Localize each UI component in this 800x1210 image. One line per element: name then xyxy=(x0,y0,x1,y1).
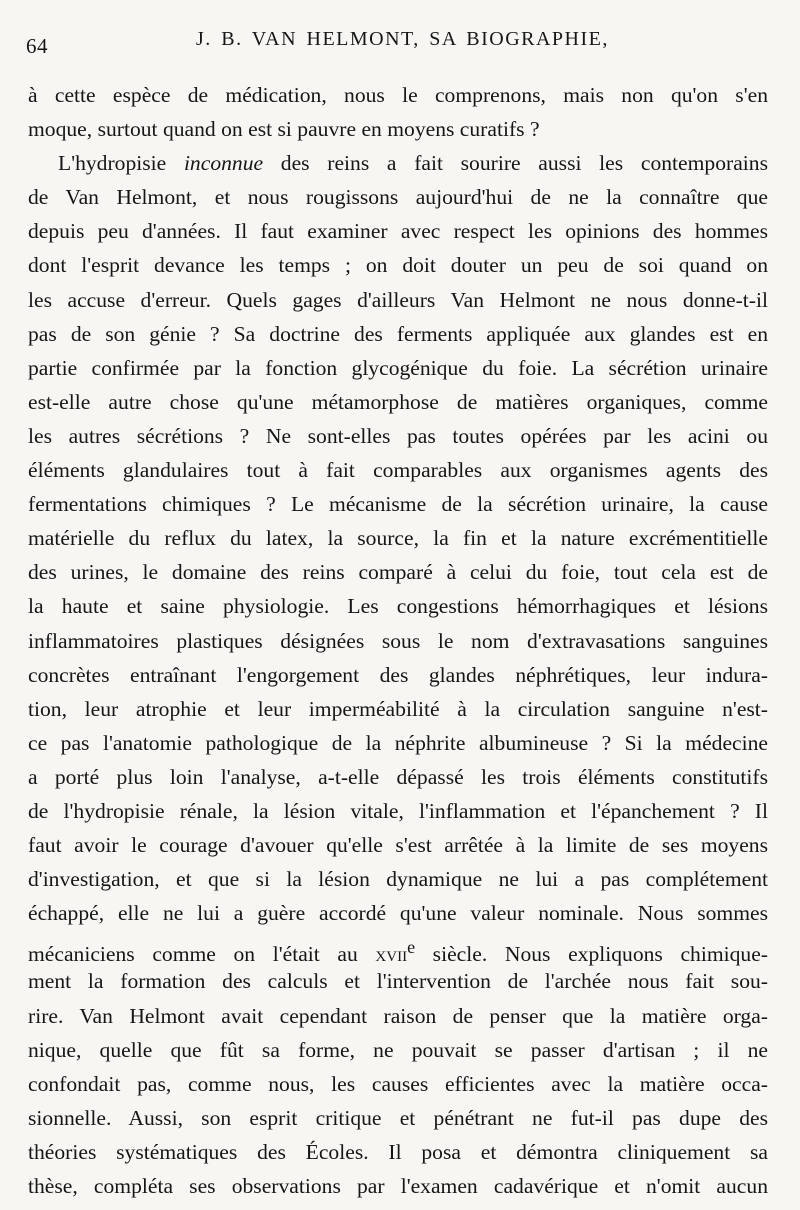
text-line: confondait pas, comme nous, les causes efficientes avec la matière occa- xyxy=(28,1071,768,1096)
text-line: de Van Helmont, et nous rougissons aujourd'hui de ne la connaître que xyxy=(28,185,768,210)
century-numeral: xvii xyxy=(375,942,408,967)
text-line: ce pas l'anatomie pathologique de la néphrite albumineuse ? Si la médecine xyxy=(28,730,768,755)
text-line: la haute et saine physiologie. Les congestions hémorrhagiques et lésions xyxy=(28,594,768,619)
superscript: e xyxy=(407,937,416,958)
text-line: pas de son génie ? Sa doctrine des ferments appliquée aux glandes est en xyxy=(28,321,768,346)
text-segment: des reins a fait sourire aussi les contemporains xyxy=(263,151,768,176)
text-line: fermentations chimiques ? Le mécanisme de la sécrétion urinaire, la cause xyxy=(28,492,768,517)
text-segment: siècle. Nous expliquons chimique- xyxy=(415,942,768,967)
text-line: concrètes entraînant l'engorgement des glandes néphrétiques, leur indura- xyxy=(28,662,768,687)
italic-word: inconnue xyxy=(183,151,264,176)
text-line: rire. Van Helmont avait cependant raison de penser que la matière orga- xyxy=(28,1003,768,1028)
text-line: d'investigation, et que si la lésion dynamique ne lui a pas complétement xyxy=(28,867,768,892)
text-line: sionnelle. Aussi, son esprit critique et pénétrant ne fut-il pas dupe des xyxy=(28,1105,768,1130)
page-number: 64 xyxy=(26,34,48,58)
text-line: depuis peu d'années. Il faut examiner avec respect les opinions des hommes xyxy=(28,219,768,244)
text-line: a porté plus loin l'analyse, a-t-elle dépassé les trois éléments constitutifs xyxy=(28,764,768,789)
page-header xyxy=(26,26,772,60)
text-line: tion, leur atrophie et leur imperméabilité à la circulation sanguine n'est- xyxy=(28,696,768,721)
running-title: J. B. VAN HELMONT, SA BIOGRAPHIE, xyxy=(196,28,609,50)
text-line xyxy=(28,146,768,180)
text-line: à cette espèce de médication, nous le comprenons, mais non qu'on s'en xyxy=(28,83,768,107)
text-line: des urines, le domaine des reins comparé à celui du foie, tout cela est de xyxy=(28,560,768,585)
body-text xyxy=(28,78,768,1203)
text-line: les autres sécrétions ? Ne sont-elles pas toutes opérées par les acini ou xyxy=(28,423,768,448)
text-line: théories systématiques des Écoles. Il posa et démontra cliniquement sa xyxy=(28,1139,768,1164)
text-line: ment la formation des calculs et l'intervention de l'archée nous fait sou- xyxy=(28,969,768,994)
text-line: partie confirmée par la fonction glycogénique du foie. La sécrétion urinaire xyxy=(28,355,768,380)
text-line: est-elle autre chose qu'une métamorphose de matières organiques, comme xyxy=(28,389,768,414)
text-line: faut avoir le courage d'avouer qu'elle s'est arrêtée à la limite de ses moyens xyxy=(28,833,768,858)
text-line xyxy=(28,930,768,967)
text-line: les accuse d'erreur. Quels gages d'ailleurs Van Helmont ne nous donne-t-il xyxy=(28,287,768,312)
text-line: inflammatoires plastiques désignées sous le nom d'extravasations sanguines xyxy=(28,628,768,653)
text-line: thèse, compléta ses observations par l'examen cadavérique et n'omit aucun xyxy=(28,1174,768,1198)
text-line: échappé, elle ne lui a guère accordé qu'une valeur nominale. Nous sommes xyxy=(28,901,768,926)
text-line: matérielle du reflux du latex, la source, la fin et la nature excrémentitielle xyxy=(28,526,768,551)
text-line: dont l'esprit devance les temps ; on doit douter un peu de soi quand on xyxy=(28,253,768,278)
text-line: de l'hydropisie rénale, la lésion vitale, l'inflammation et l'épanchement ? Il xyxy=(28,798,768,823)
text-segment: mécaniciens comme on l'était au xyxy=(28,942,376,967)
text-line: moque, surtout quand on est si pauvre en moyens curatifs ? xyxy=(28,117,540,142)
text-line: nique, quelle que fût sa forme, ne pouvait se passer d'artisan ; il ne xyxy=(28,1037,768,1062)
text-line: éléments glandulaires tout à fait comparables aux organismes agents des xyxy=(28,458,768,483)
text-segment: L'hydropisie xyxy=(58,151,184,176)
